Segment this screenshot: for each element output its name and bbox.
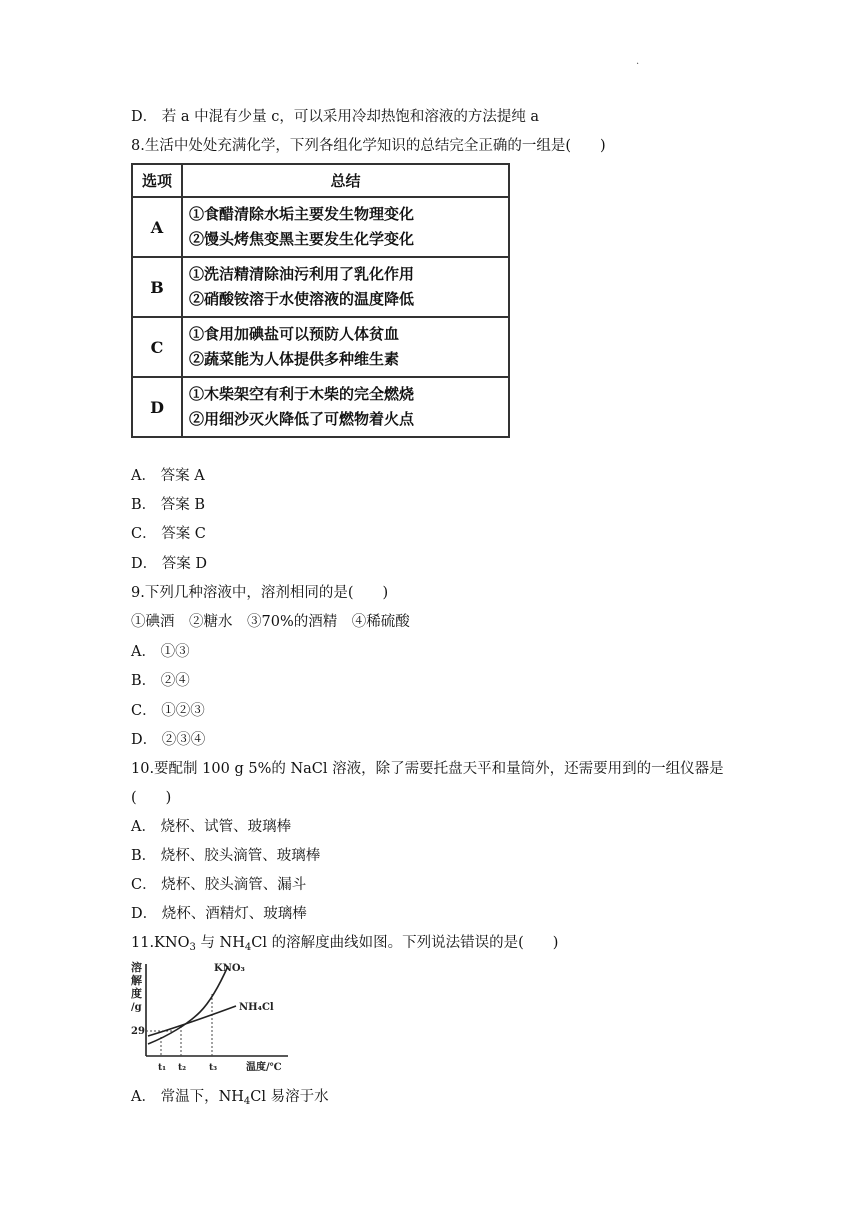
q9-option-b: B． ②④ [131, 673, 190, 689]
graph-tick-t1: t₁ [158, 1063, 167, 1073]
q11-option-a: A． 常温下，$NH_4Cl$ 易溶于水 [131, 1089, 329, 1107]
row-summary-d: ①木柴架空有利于木柴的完全燃烧 ②用细沙灭火降低了可燃物着火点 [182, 377, 509, 437]
graph-xlabel: 温度/℃ [246, 1062, 282, 1073]
q8-stem: 8.生活中处处充满化学，下列各组化学知识的总结完全正确的一组是( ) [131, 138, 606, 154]
q8-option-a: A． 答案 A [131, 468, 205, 484]
table-header-row [132, 164, 509, 197]
graph-tick-t2: t₂ [178, 1063, 187, 1073]
q8-option-b: B． 答案 B [131, 497, 206, 513]
graph-ylabel-4: /g [131, 1002, 142, 1013]
row-key-d: D [132, 377, 182, 437]
graph-y-mark-29: 29 [131, 1026, 145, 1037]
graph-tick-t3: t₃ [209, 1063, 218, 1073]
table-row [132, 317, 509, 377]
q9-option-c: C． ①②③ [131, 703, 205, 719]
q10-option-c: C． 烧杯、胶头滴管、漏斗 [131, 877, 307, 893]
q10-option-b: B． 烧杯、胶头滴管、玻璃棒 [131, 848, 321, 864]
q9-option-a: A． ①③ [131, 644, 190, 660]
graph-ylabel-2: 解 [131, 974, 142, 987]
q7-option-d: D． 若 a 中混有少量 c，可以采用冷却热饱和溶液的方法提纯 a [131, 109, 540, 125]
table-header-option: 选项 [132, 164, 182, 197]
table-row [132, 377, 509, 437]
graph-ylabel-1: 溶 [131, 961, 142, 974]
row-summary-c: ①食用加碘盐可以预防人体贫血 ②蔬菜能为人体提供多种维生素 [182, 317, 509, 377]
row-key-a: A [132, 197, 182, 257]
q8-option-d: D． 答案 D [131, 556, 207, 572]
q10-option-d: D． 烧杯、酒精灯、玻璃棒 [131, 906, 307, 922]
solubility-curve-graph [128, 958, 293, 1078]
q9-option-d: D． ②③④ [131, 732, 206, 748]
graph-ylabel-3: 度 [131, 987, 142, 1000]
row-summary-b: ①洗洁精清除油污利用了乳化作用 ②硝酸铵溶于水使溶液的温度降低 [182, 257, 509, 317]
q8-options-table [131, 163, 510, 438]
row-summary-a: ①食醋清除水垢主要发生物理变化 ②馒头烤焦变黑主要发生化学变化 [182, 197, 509, 257]
q8-option-c: C． 答案 C [131, 526, 206, 542]
table-row [132, 197, 509, 257]
row-key-c: C [132, 317, 182, 377]
table-header-summary: 总结 [182, 164, 509, 197]
page-mark: . [636, 56, 640, 67]
q10-stem-line2: ( ) [131, 790, 172, 806]
nh4cl-curve [148, 1006, 236, 1036]
q9-stem: 9.下列几种溶液中，溶剂相同的是( ) [131, 585, 389, 601]
q10-stem-line1: 10.要配制 100 g 5%的 NaCl 溶液，除了需要托盘天平和量筒外，还需要用到的一组仪器是 [131, 761, 724, 777]
q11-stem: $11.KNO_3$ 与 $NH_4Cl$ 的溶解度曲线如图。下列说法错误的是( ) [131, 935, 559, 953]
kno3-label: KNO₃ [214, 963, 245, 974]
row-key-b: B [132, 257, 182, 317]
q9-items: ①碘酒 ②糖水 ③70%的酒精 ④稀硫酸 [131, 614, 410, 630]
nh4cl-label: NH₄Cl [239, 1002, 274, 1013]
table-row [132, 257, 509, 317]
q10-option-a: A． 烧杯、试管、玻璃棒 [131, 819, 292, 835]
